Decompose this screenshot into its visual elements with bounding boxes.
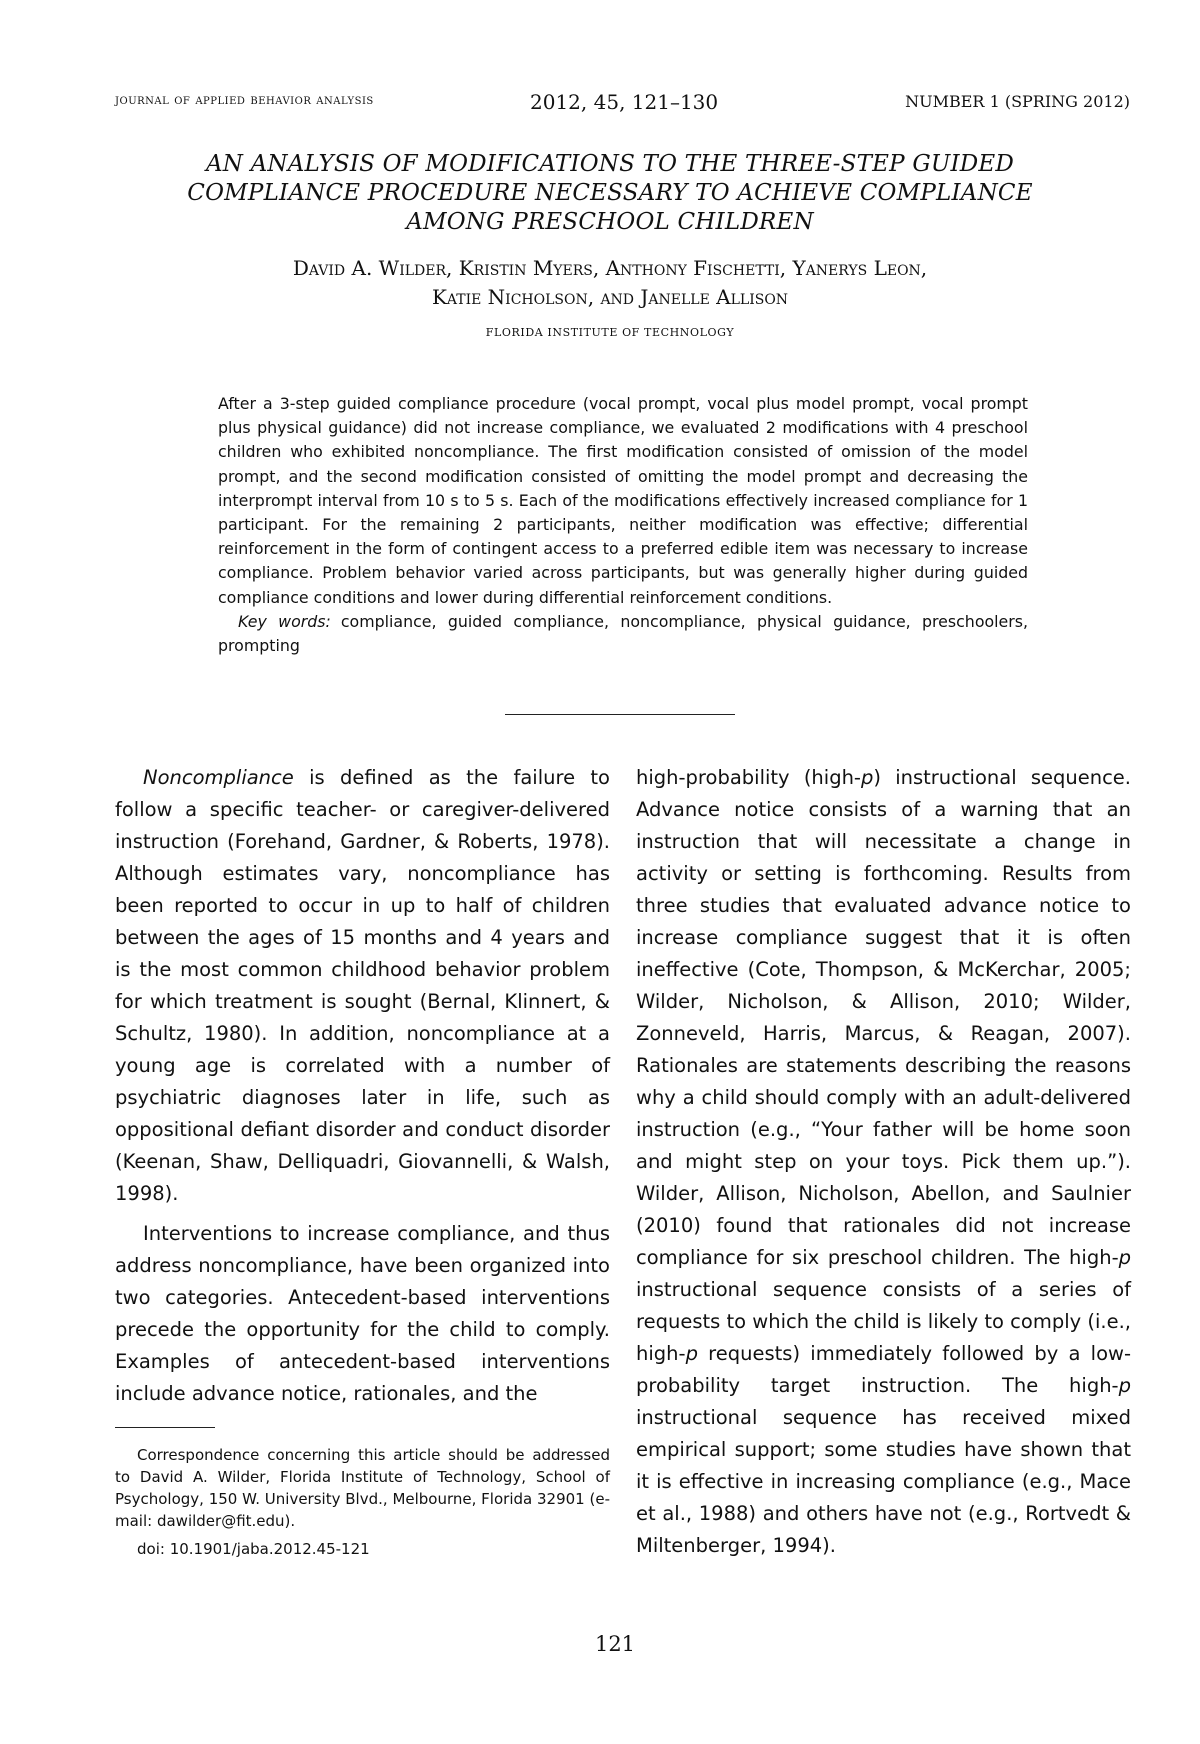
paragraph-text: is defined as the failure to follow a specific teacher- or caregiver-delivered instruction (Forehand, Gardner, & Roberts, 1978). Although estimates vary, noncompliance has been reported to occur in up to half of children between the ages of 15 months and 4 years and is the most common childhood behavior problem for which treatment is sought (Bernal, Klinnert, & Schultz, 1980). In addition, noncompliance at a young age is correlated with a number of psychiatric diagnoses later in life, such as oppositional defiant disorder and conduct disorder (Keenan, Shaw, Delliquadri, Giovannelli, & Walsh, 1998). — [115, 766, 610, 1205]
running-header — [115, 90, 1130, 120]
body-paragraph — [636, 762, 1131, 1562]
italic-p: p — [1118, 1374, 1131, 1397]
footnote — [115, 1444, 610, 1560]
abstract-text: After a 3-step guided compliance procedure (vocal prompt, vocal plus model prompt, vocal prompt plus physical guidance) did not increase compliance, we evaluated 2 modifications with 4 preschool children who exhibited noncompliance. The first modification consisted of omission of the model prompt, and the second modification consisted of omitting the model prompt and decreasing the interprompt interval from 10 s to 5 s. Each of the modifications effectively increased compliance for 1 participant. For the remaining 2 participants, neither modification was effective; differential reinforcement in the form of contingent access to a preferred edible item was necessary to increase compliance. Problem behavior varied across participants, but was generally higher during guided compliance conditions and lower during differential reinforcement conditions. — [218, 394, 1028, 607]
paragraph-text: instructional sequence has received mixed empirical support; some studies have shown that it is effective in increasing compliance (e.g., Mace et al., 1988) and others have not (e.g., Rortvedt & Miltenberger, 1994). — [636, 1406, 1131, 1557]
italic-p: p — [685, 1342, 698, 1365]
footnote-divider — [115, 1427, 215, 1428]
keywords-list: compliance, guided compliance, noncompliance, physical guidance, preschoolers, prompting — [218, 611, 1029, 656]
journal-name: journal of applied behavior analysis — [115, 92, 374, 108]
issue-info: NUMBER 1 (SPRING 2012) — [905, 92, 1130, 111]
italic-p: p — [860, 766, 874, 789]
author-list — [140, 254, 1080, 312]
title-line: AMONG PRESCHOOL CHILDREN — [406, 209, 814, 235]
section-divider — [505, 714, 735, 715]
page-number: 121 — [594, 1632, 636, 1656]
abstract — [218, 392, 1028, 658]
correspondence-note: Correspondence concerning this article should be addressed to David A. Wilder, Florida Institute of Technology, School of Psychology, 150 W. University Blvd., Melbourne, Florida 32901 (e-mail: dawilder@fit.edu). — [115, 1446, 610, 1530]
paragraph-text: requests) immediately followed by a low-probability target instruction. The high- — [636, 1342, 1131, 1397]
author-line: Katie Nicholson, and Janelle Allison — [431, 285, 789, 309]
title-line: AN ANALYSIS OF MODIFICATIONS TO THE THREE-STEP GUIDED — [205, 151, 1015, 177]
title-line: COMPLIANCE PROCEDURE NECESSARY TO ACHIEVE COMPLIANCE — [187, 180, 1033, 206]
body-paragraph — [115, 762, 610, 1210]
affiliation: FLORIDA INSTITUTE OF TECHNOLOGY — [485, 326, 735, 339]
body-paragraph: Interventions to increase compliance, and thus address noncompliance, have been organized into two categories. Antecedent-based interventions precede the opportunity for the child to comply. Examples of antecedent-based interventions include advance notice, rationales, and the — [115, 1222, 610, 1405]
italic-p: p — [1118, 1246, 1131, 1269]
doi: doi: 10.1901/jaba.2012.45-121 — [137, 1540, 370, 1558]
paragraph-text: high-probability (high- — [636, 766, 861, 789]
article-title — [140, 150, 1080, 237]
defined-term: Noncompliance — [143, 766, 294, 789]
keywords — [218, 610, 1028, 658]
paragraph-text: instructional sequence consists of a series of requests to which the child is likely to comply (i.e., high- — [636, 1278, 1131, 1365]
keywords-label: Key words: — [238, 611, 331, 631]
body-column-right — [636, 762, 1131, 1562]
paragraph-text: ) instructional sequence. Advance notice consists of a warning that an instruction that will necessitate a change in activity or setting is forthcoming. Results from three studies that evaluated advance notice to increase compliance suggest that it is often ineffective (Cote, Thompson, & McKerchar, 2005; Wilder, Nicholson, & Allison, 2010; Wilder, Zonneveld, Harris, Marcus, & Reagan, 2007). Rationales are statements describing the reasons why a child should comply with an adult-delivered instruction (e.g., “Your father will be home soon and might step on your toys. Pick them up.”). Wilder, Allison, Nicholson, Abellon, and Saulnier (2010) found that rationales did not increase compliance for six preschool children. The high- — [636, 766, 1131, 1269]
author-line: David A. Wilder, Kristin Myers, Anthony Fischetti, Yanerys Leon, — [292, 256, 928, 280]
citation: 2012, 45, 121–130 — [530, 90, 719, 114]
body-column-left — [115, 762, 610, 1410]
